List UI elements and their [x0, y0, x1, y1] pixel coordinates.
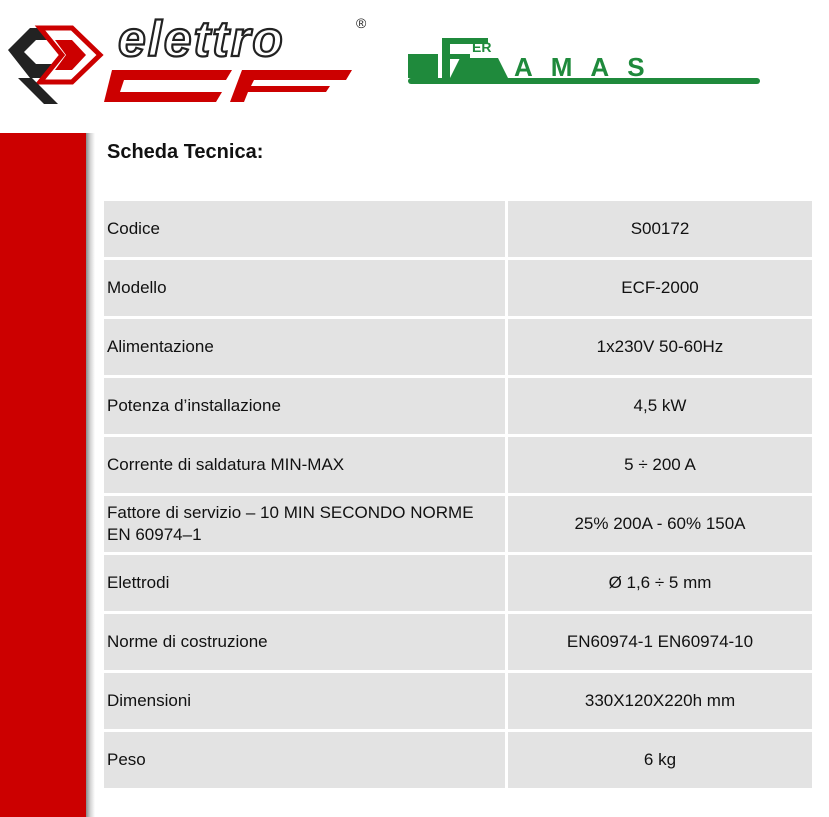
brand-left-text: elettro: [118, 11, 285, 67]
spec-value: 25% 200A - 60% 150A: [508, 496, 812, 555]
spec-label: Modello: [104, 260, 508, 319]
table-row: [104, 732, 812, 791]
cf-letters: [104, 70, 352, 102]
spec-label: Norme di costruzione: [104, 614, 508, 673]
spec-value: 4,5 kW: [508, 378, 812, 437]
page-title: Scheda Tecnica:: [107, 141, 264, 163]
table-row: [104, 437, 812, 496]
spec-value: 1x230V 50-60Hz: [508, 319, 812, 378]
elettro-cf-logo: [0, 0, 380, 110]
table-row: [104, 319, 812, 378]
spec-label: Peso: [104, 732, 508, 791]
table-row: [104, 555, 812, 614]
spec-value: Ø 1,6 ÷ 5 mm: [508, 555, 812, 614]
spec-value: 5 ÷ 200 A: [508, 437, 812, 496]
table-row: [104, 260, 812, 319]
spec-value: 6 kg: [508, 732, 812, 791]
spec-label: Codice: [104, 201, 508, 260]
fer-damas-logo: [404, 34, 764, 94]
table-row: [104, 614, 812, 673]
table-row: [104, 673, 812, 732]
spec-value: ECF-2000: [508, 260, 812, 319]
spec-table: [104, 201, 812, 791]
spec-label: Corrente di saldatura MIN-MAX: [104, 437, 508, 496]
damas-text: AMAS: [514, 52, 663, 82]
table-row: [104, 378, 812, 437]
spec-value: S00172: [508, 201, 812, 260]
spec-label: Potenza d’installazione: [104, 378, 508, 437]
spec-value: EN60974-1 EN60974-10: [508, 614, 812, 673]
spec-label: Alimentazione: [104, 319, 508, 378]
left-bar-shadow: [86, 133, 95, 817]
table-row: [104, 496, 812, 555]
table-row: [104, 201, 812, 260]
registered-mark: ®: [356, 15, 367, 31]
fer-text: ER: [472, 39, 492, 55]
spec-value: 330X120X220h mm: [508, 673, 812, 732]
spec-label: Elettrodi: [104, 555, 508, 614]
left-red-bar: [0, 133, 86, 817]
spec-label: Dimensioni: [104, 673, 508, 732]
emblem-icon: [8, 28, 100, 104]
spec-label: Fattore di servizio – 10 MIN SECONDO NORME EN 60974–1: [104, 496, 508, 555]
